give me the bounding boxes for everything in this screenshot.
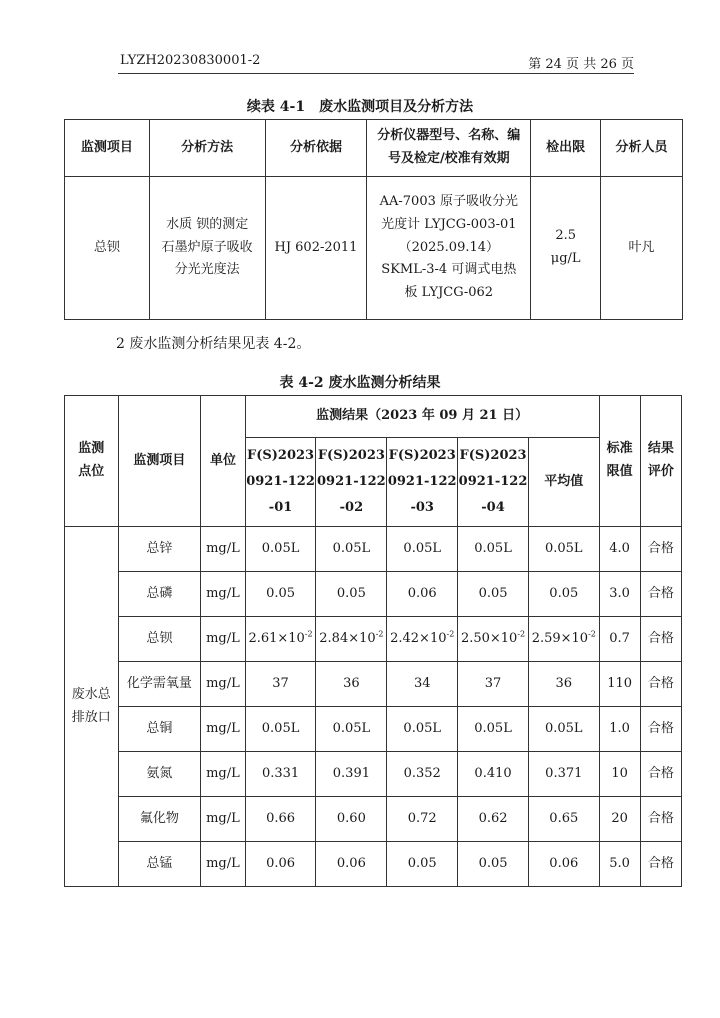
table-row <box>65 572 682 617</box>
header-item: 监测项目 <box>118 396 201 527</box>
sample-line: 0921-122 <box>458 474 528 489</box>
cell-unit: mg/L <box>201 707 245 752</box>
cell-item: 总铜 <box>118 707 201 752</box>
instrument-line: 光度计 LYJCG-003-01 <box>381 216 517 232</box>
header-cell: 分析依据 <box>265 120 367 177</box>
cell-value: 0.05 <box>245 572 316 617</box>
cell-std: 10 <box>599 752 640 797</box>
cell-eval: 合格 <box>640 572 681 617</box>
header-std-line: 标准 <box>606 441 633 457</box>
instrument-line: （2025.09.14） <box>398 239 500 255</box>
value-exponent: -2 <box>446 629 455 639</box>
cell-value: 0.05L <box>528 707 599 752</box>
document-number: LYZH20230830001-2 <box>120 53 261 68</box>
cell-std: 3.0 <box>599 572 640 617</box>
cell-item: 总钡 <box>65 177 150 320</box>
cell-item: 总磷 <box>118 572 201 617</box>
monitoring-result-table <box>64 395 682 887</box>
cell-value: 0.05 <box>458 572 529 617</box>
method-line: 分光光度法 <box>174 262 240 278</box>
cell-item: 氨氮 <box>118 752 201 797</box>
header-avg: 平均值 <box>528 438 599 527</box>
cell-value: 34 <box>387 662 458 707</box>
cell-value: 0.05L <box>245 527 316 572</box>
cell-value: 0.05L <box>245 707 316 752</box>
cell-value: 0.60 <box>316 797 387 842</box>
value-mantissa: 2.59×10 <box>531 630 589 646</box>
cell-unit: mg/L <box>201 797 245 842</box>
cell-value <box>458 617 529 662</box>
value-mantissa: 2.42×10 <box>390 630 447 646</box>
method-line: 石墨炉原子吸收 <box>161 239 253 255</box>
cell-value <box>528 617 599 662</box>
sample-line: F(S)2023 <box>247 448 315 463</box>
cell-value: 0.05L <box>458 707 529 752</box>
table-row <box>65 662 682 707</box>
sample-line: F(S)2023 <box>459 448 527 463</box>
cell-value: 0.371 <box>528 752 599 797</box>
cell-value: 0.410 <box>458 752 529 797</box>
header-point-line: 点位 <box>78 464 105 479</box>
cell-unit: mg/L <box>201 752 245 797</box>
method-line: 水质 钡的测定 <box>166 216 249 232</box>
cell-analyst: 叶凡 <box>601 177 683 320</box>
cell-value: 0.06 <box>387 572 458 617</box>
sample-line: F(S)2023 <box>388 448 456 463</box>
analysis-method-table <box>64 119 683 320</box>
cell-value: 0.05 <box>458 842 529 887</box>
header-cell: 检出限 <box>531 120 601 177</box>
cell-value: 0.05 <box>528 572 599 617</box>
header-result: 监测结果（2023 年 09 月 21 日） <box>245 396 599 438</box>
sample-line: 0921-122 <box>317 474 386 489</box>
header-sample <box>458 438 529 527</box>
table-row <box>65 617 682 662</box>
instrument-line: AA-7003 原子吸收分光 <box>379 194 518 210</box>
sample-line: 0921-122 <box>387 474 457 489</box>
table-row <box>65 527 682 572</box>
cell-value: 0.352 <box>387 752 458 797</box>
header-point <box>65 396 119 527</box>
cell-unit: mg/L <box>201 527 245 572</box>
value-exponent: -2 <box>517 629 526 639</box>
cell-item: 化学需氧量 <box>118 662 201 707</box>
cell-point <box>65 527 119 887</box>
cell-unit: mg/L <box>201 842 245 887</box>
table2-header-row-1 <box>65 396 682 438</box>
point-line: 废水总 <box>71 686 111 702</box>
header-point-line: 监测 <box>78 441 105 457</box>
sample-line: -03 <box>410 500 434 515</box>
cell-value: 36 <box>316 662 387 707</box>
value-exponent: -2 <box>304 629 313 639</box>
table-row <box>65 752 682 797</box>
table1-row <box>65 177 683 320</box>
cell-item: 总钡 <box>118 617 201 662</box>
cell-value: 36 <box>528 662 599 707</box>
sample-line: 0921-122 <box>246 474 315 489</box>
cell-method <box>149 177 265 320</box>
table2-body <box>65 527 682 887</box>
header-cell: 分析方法 <box>149 120 265 177</box>
header-unit: 单位 <box>201 396 245 527</box>
table2-caption: 表 4-2 废水监测分析结果 <box>279 375 441 391</box>
point-line: 排放口 <box>71 709 111 725</box>
table-row <box>65 842 682 887</box>
cell-value <box>387 617 458 662</box>
cell-std: 5.0 <box>599 842 640 887</box>
sample-line: -01 <box>268 500 293 515</box>
cell-unit: mg/L <box>201 617 245 662</box>
cell-value: 0.05L <box>528 527 599 572</box>
value-mantissa: 2.61×10 <box>248 630 305 646</box>
header-eval-line: 评价 <box>647 464 674 479</box>
header-std-line: 限值 <box>606 464 633 479</box>
cell-value: 0.331 <box>245 752 316 797</box>
cell-eval: 合格 <box>640 752 681 797</box>
header-eval-line: 结果 <box>647 441 674 457</box>
cell-value <box>245 617 316 662</box>
cell-value: 0.62 <box>458 797 529 842</box>
cell-value: 0.65 <box>528 797 599 842</box>
cell-std: 1.0 <box>599 707 640 752</box>
limit-value: 2.5 <box>555 228 577 244</box>
cell-value: 37 <box>245 662 316 707</box>
cell-item: 氟化物 <box>118 797 201 842</box>
cell-value: 0.05L <box>387 707 458 752</box>
cell-eval: 合格 <box>640 797 681 842</box>
cell-item: 总锌 <box>118 527 201 572</box>
header-eval <box>640 396 681 527</box>
cell-item: 总锰 <box>118 842 201 887</box>
sample-line: F(S)2023 <box>317 448 385 463</box>
table1-caption: 续表 4-1 废水监测项目及分析方法 <box>246 99 474 115</box>
header-sample <box>316 438 387 527</box>
header-cell: 监测项目 <box>65 120 150 177</box>
page-header <box>120 53 634 73</box>
cell-std: 4.0 <box>599 527 640 572</box>
cell-std: 0.7 <box>599 617 640 662</box>
cell-eval: 合格 <box>640 842 681 887</box>
limit-unit: μg/L <box>550 251 581 266</box>
cell-eval: 合格 <box>640 707 681 752</box>
sample-line: -02 <box>339 500 364 515</box>
cell-value: 0.391 <box>316 752 387 797</box>
sample-line: -04 <box>481 500 505 515</box>
cell-value: 0.05L <box>316 707 387 752</box>
cell-value: 0.05 <box>387 842 458 887</box>
value-mantissa: 2.84×10 <box>319 630 376 646</box>
cell-value: 0.05L <box>458 527 529 572</box>
table-row <box>65 797 682 842</box>
cell-eval: 合格 <box>640 662 681 707</box>
value-mantissa: 2.50×10 <box>460 630 518 646</box>
instrument-line: 板 LYJCG-062 <box>404 285 494 301</box>
cell-value <box>316 617 387 662</box>
cell-basis: HJ 602-2011 <box>265 177 367 320</box>
cell-value: 37 <box>458 662 529 707</box>
cell-value: 0.05 <box>316 572 387 617</box>
cell-limit <box>531 177 601 320</box>
cell-value: 0.66 <box>245 797 316 842</box>
cell-std: 20 <box>599 797 640 842</box>
header-std <box>599 396 640 527</box>
value-exponent: -2 <box>375 629 384 639</box>
cell-eval: 合格 <box>640 527 681 572</box>
note-text: 2 废水监测分析结果见表 4-2。 <box>116 336 311 352</box>
instrument-line: SKML-3-4 可调式电热 <box>381 262 517 278</box>
header-cell: 分析人员 <box>601 120 683 177</box>
cell-value: 0.05L <box>387 527 458 572</box>
page-number: 第 24 页 共 26 页 <box>528 57 634 72</box>
header-divider <box>118 73 634 74</box>
cell-unit: mg/L <box>201 572 245 617</box>
cell-unit: mg/L <box>201 662 245 707</box>
header-sample <box>245 438 316 527</box>
table1-header-row <box>65 120 683 177</box>
header-cell: 分析仪器型号、名称、编号及检定/校准有效期 <box>367 120 531 177</box>
cell-instrument <box>367 177 531 320</box>
header-sample <box>387 438 458 527</box>
cell-value: 0.06 <box>245 842 316 887</box>
cell-std: 110 <box>599 662 640 707</box>
cell-value: 0.05L <box>316 527 387 572</box>
table-row <box>65 707 682 752</box>
value-exponent: -2 <box>588 629 596 639</box>
cell-value: 0.72 <box>387 797 458 842</box>
cell-value: 0.06 <box>316 842 387 887</box>
cell-value: 0.06 <box>528 842 599 887</box>
cell-eval: 合格 <box>640 617 681 662</box>
